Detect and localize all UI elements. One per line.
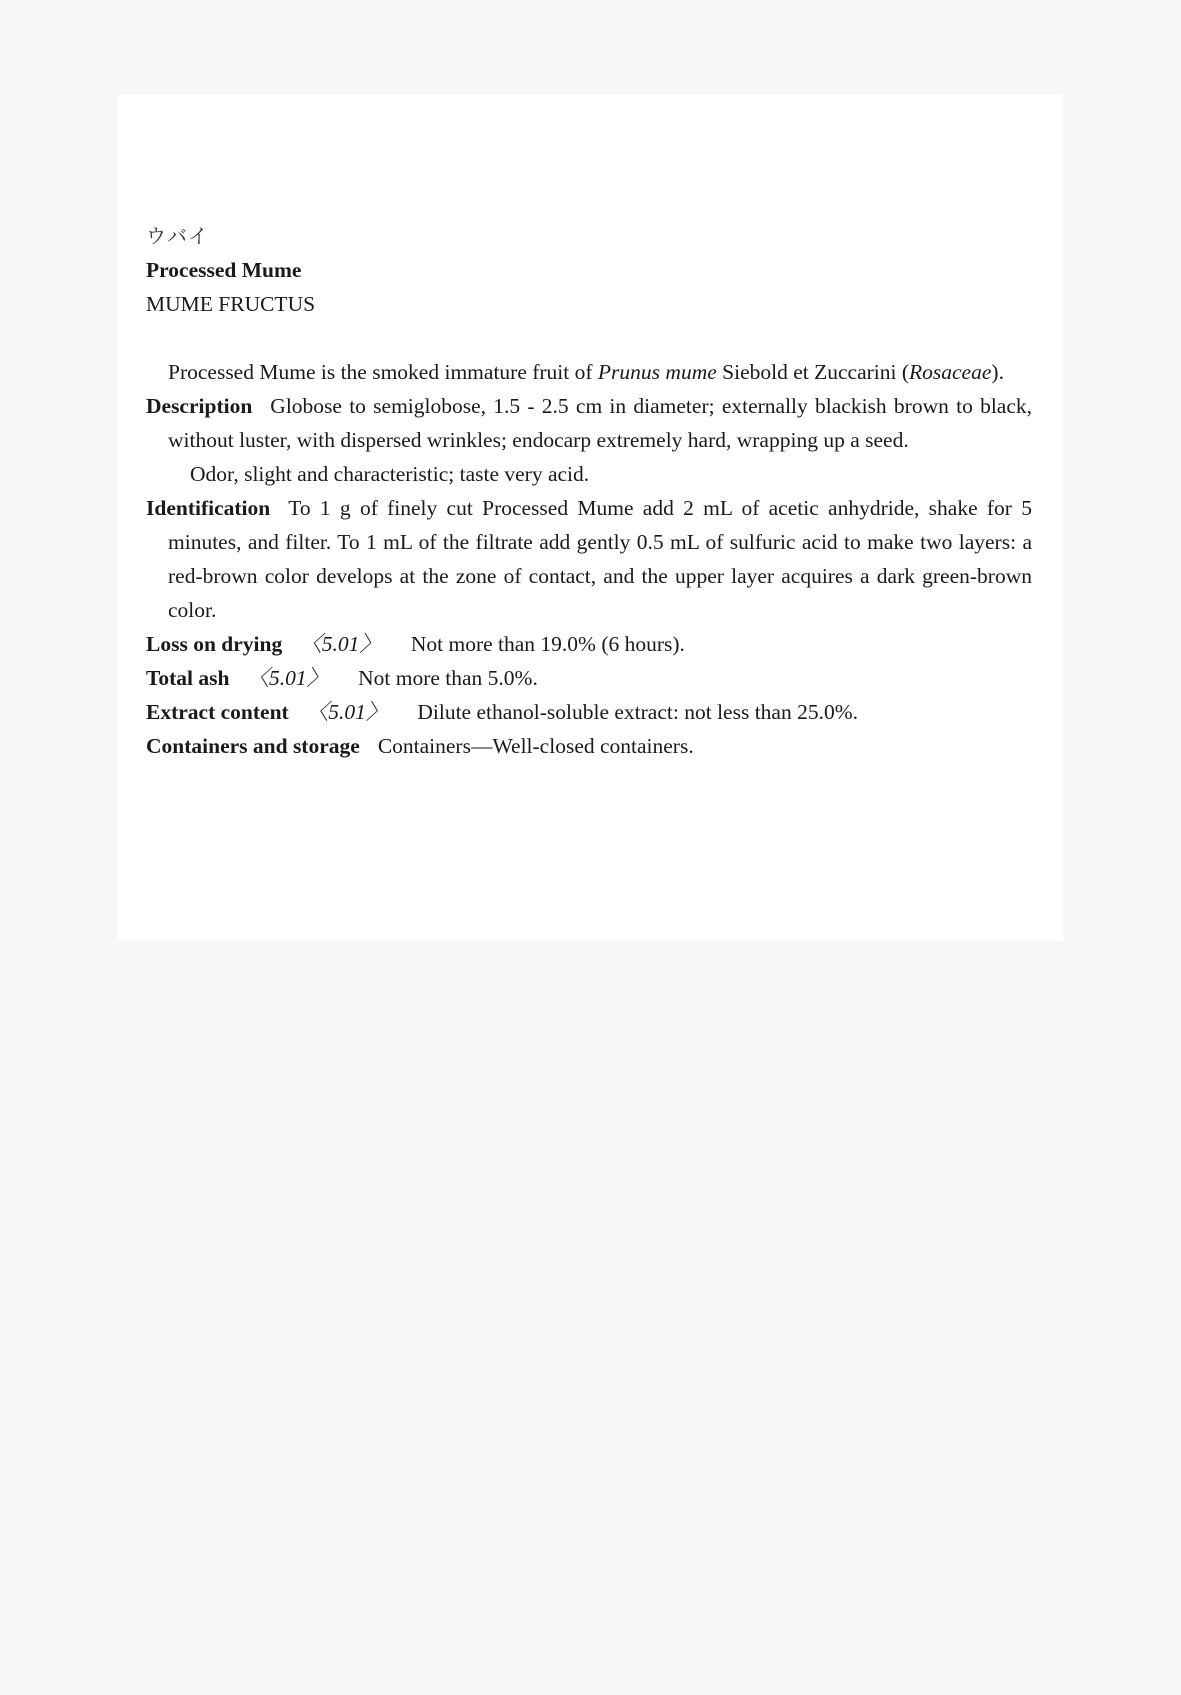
extract-content-text: Dilute ethanol-soluble extract: not less than 25.0%. — [417, 700, 858, 724]
document-page — [118, 95, 1063, 941]
japanese-name: ウバイ — [146, 224, 209, 248]
containers-section — [146, 729, 1032, 763]
loss-on-drying-ref: 〈5.01〉 — [300, 632, 381, 656]
containers-text: Containers—Well-closed containers. — [377, 734, 694, 758]
loss-on-drying-heading: Loss on drying — [146, 632, 283, 656]
total-ash-heading: Total ash — [146, 666, 230, 690]
definition-text-middle: Siebold et Zuccarini ( — [716, 360, 910, 384]
containers-heading: Containers and storage — [146, 734, 360, 758]
definition-paragraph — [146, 355, 1032, 389]
extract-content-ref: 〈5.01〉 — [306, 700, 388, 724]
total-ash-ref: 〈5.01〉 — [247, 666, 329, 690]
description-heading: Description — [146, 394, 253, 418]
species-name: Prunus mume — [597, 360, 717, 384]
family-name: Rosaceae — [909, 360, 992, 384]
identification-text: To 1 g of finely cut Processed Mume add 2 mL of acetic anhydride, shake for 5 minutes, and filter. To 1 mL of the filtrate add gently 0.5 mL of sulfuric acid to make two layers: a red-brown color develops at the zone of contact, and the upper layer acquires a dark green-brown color. — [168, 496, 1032, 622]
loss-on-drying-text: Not more than 19.0% (6 hours). — [410, 632, 685, 656]
monograph — [146, 219, 1032, 763]
total-ash-section — [146, 661, 1032, 695]
extract-content-section — [146, 695, 1032, 729]
identification-section — [146, 491, 1032, 627]
spacer — [146, 321, 1032, 355]
odor-paragraph: Odor, slight and characteristic; taste very acid. — [190, 462, 590, 486]
description-text: Globose to semiglobose, 1.5 - 2.5 cm in diameter; externally blackish brown to black, without luster, with dispersed wrinkles; endocarp extremely hard, wrapping up a seed. — [168, 394, 1032, 452]
english-name: Processed Mume — [146, 258, 302, 282]
definition-text-after: ). — [991, 360, 1004, 384]
extract-content-heading: Extract content — [146, 700, 289, 724]
loss-on-drying-section — [146, 627, 1032, 661]
latin-name: MUME FRUCTUS — [146, 292, 316, 316]
total-ash-text: Not more than 5.0%. — [358, 666, 538, 690]
definition-text-before: Processed Mume is the smoked immature fruit of — [168, 360, 598, 384]
description-section — [146, 389, 1032, 457]
identification-heading: Identification — [146, 496, 271, 520]
